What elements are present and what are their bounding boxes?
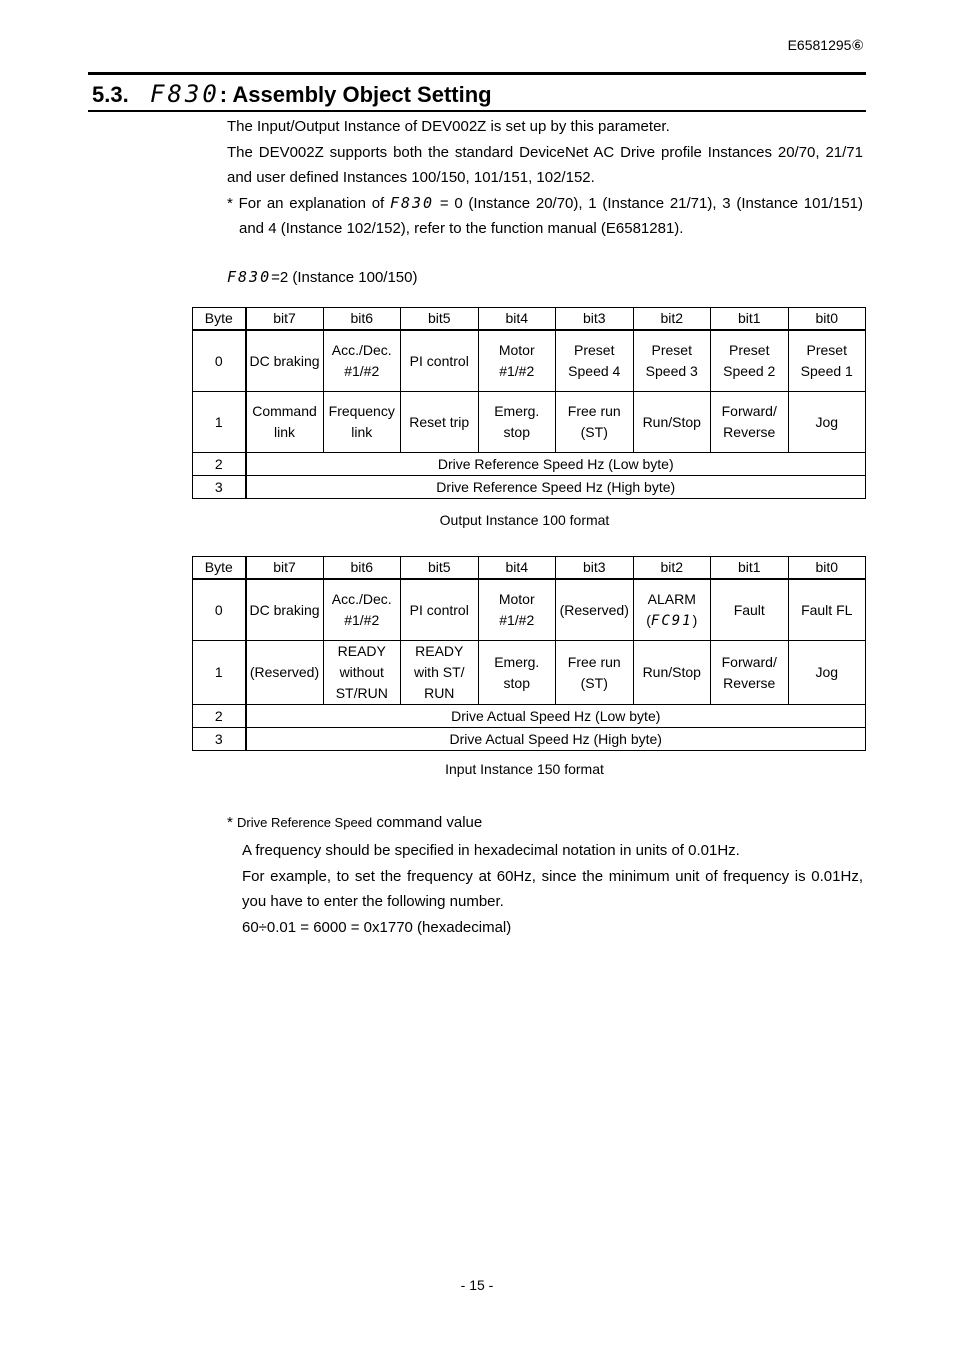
input-instance-table [192, 556, 866, 751]
intro-paragraph-2: The DEV002Z supports both the standard DeviceNet AC Drive profile Instances 20/70, 21/71 and user defined Instances 100/150, 101/151, 102/152. [227, 143, 863, 186]
table-cell: PI control [401, 330, 479, 392]
table-cell: Drive Reference Speed Hz (Low byte) [246, 453, 866, 476]
alarm-code: FC91 [650, 612, 693, 629]
header-cell: bit6 [323, 557, 401, 580]
table-cell: Run/Stop [633, 641, 711, 705]
table-cell: PI control [401, 579, 479, 641]
table-cell: 3 [193, 476, 246, 499]
table-header-row [193, 557, 866, 580]
table-cell: Jog [788, 641, 866, 705]
header-cell: bit2 [633, 308, 711, 331]
table-cell: READY without ST/RUN [323, 641, 401, 705]
table-row [193, 453, 866, 476]
document-number: E6581295⑥ [787, 37, 864, 53]
footnote-body [242, 838, 863, 940]
instance-subheading [227, 268, 417, 286]
header-cell: bit4 [478, 557, 556, 580]
footnote-label: command value [376, 814, 483, 831]
input-table-caption: Input Instance 150 format [445, 761, 604, 777]
alarm-code-open: ( [646, 611, 651, 628]
table-cell: Acc./Dec. #1/#2 [323, 330, 401, 392]
table-cell: Forward/ Reverse [711, 641, 789, 705]
header-cell: bit0 [788, 308, 866, 331]
table-cell: 3 [193, 728, 246, 751]
note-prefix: * For an explanation of [227, 194, 385, 212]
table-cell: 0 [193, 579, 246, 641]
header-cell: bit1 [711, 308, 789, 331]
table-cell: 0 [193, 330, 246, 392]
table-cell: Drive Actual Speed Hz (Low byte) [246, 705, 866, 728]
table-cell: 1 [193, 641, 246, 705]
subheading-parameter-code: F830 [227, 268, 272, 286]
table-cell: Reset trip [401, 392, 479, 453]
header-cell: bit2 [633, 557, 711, 580]
intro-note [227, 191, 863, 242]
section-heading [92, 80, 492, 108]
header-cell: bit6 [323, 308, 401, 331]
table-cell: READY with ST/ RUN [401, 641, 479, 705]
alarm-label: ALARM [647, 590, 696, 607]
table-cell: Drive Reference Speed Hz (High byte) [246, 476, 866, 499]
table-cell: Free run (ST) [556, 392, 634, 453]
header-cell: bit5 [401, 308, 479, 331]
footnote-label-small: Drive Reference Speed [237, 815, 373, 830]
footnote-paragraph-3: 60÷0.01 = 6000 = 0x1770 (hexadecimal) [242, 918, 512, 936]
footnote-paragraph-1: A frequency should be specified in hexadecimal notation in units of 0.01Hz. [242, 842, 740, 859]
header-cell: bit3 [556, 557, 634, 580]
heading-bottom-rule [88, 110, 866, 112]
table-header-row [193, 308, 866, 331]
table-cell: (Reserved) [246, 641, 324, 705]
table-cell: Run/Stop [633, 392, 711, 453]
header-cell: bit5 [401, 557, 479, 580]
table-cell: Emerg. stop [478, 641, 556, 705]
table-cell: Free run (ST) [556, 641, 634, 705]
table-cell: 2 [193, 705, 246, 728]
table-row [193, 705, 866, 728]
table-cell: Motor #1/#2 [478, 330, 556, 392]
table-row [193, 579, 866, 641]
intro-paragraph-1: The Input/Output Instance of DEV002Z is set up by this parameter. [227, 118, 670, 135]
header-cell: bit1 [711, 557, 789, 580]
parameter-code: F830 [150, 80, 220, 108]
header-cell: Byte [193, 557, 246, 580]
table-cell: Forward/ Reverse [711, 392, 789, 453]
table-row [193, 476, 866, 499]
table-cell: DC braking [246, 330, 324, 392]
header-cell: bit4 [478, 308, 556, 331]
table-cell: Preset Speed 4 [556, 330, 634, 392]
table-cell: DC braking [246, 579, 324, 641]
table-cell: Preset Speed 1 [788, 330, 866, 392]
table-cell: Preset Speed 2 [711, 330, 789, 392]
table-row [193, 330, 866, 392]
table-cell: 2 [193, 453, 246, 476]
footnote-paragraph-2: For example, to set the frequency at 60Hz, since the minimum unit of frequency is 0.01Hz, you have to enter the following number. [242, 867, 863, 910]
intro-text [227, 114, 863, 242]
header-cell: bit7 [246, 308, 324, 331]
output-instance-table [192, 307, 866, 499]
section-title: : Assembly Object Setting [219, 82, 492, 107]
note-parameter-code: F830 [389, 193, 435, 212]
table-cell: Frequency link [323, 392, 401, 453]
table-cell: (Reserved) [556, 579, 634, 641]
table-cell: Jog [788, 392, 866, 453]
section-number: 5.3. [92, 82, 129, 107]
table-row [193, 641, 866, 705]
table-cell: Command link [246, 392, 324, 453]
output-table-caption: Output Instance 100 format [439, 512, 610, 528]
subheading-text: =2 (Instance 100/150) [271, 269, 418, 286]
note-rest: = 0 (Instance 20/70), 1 (Instance 21/71), 3 (Instance 101/151) and 4 (Instance 102/152), refer to the function manual (E6581281). [239, 194, 863, 237]
footnote-heading [227, 814, 482, 831]
alarm-cell [633, 579, 711, 641]
table-cell: Acc./Dec. #1/#2 [323, 579, 401, 641]
table-cell: 1 [193, 392, 246, 453]
table-cell: Emerg. stop [478, 392, 556, 453]
page-number: - 15 - [460, 1277, 494, 1293]
alarm-code-close: ) [692, 611, 698, 628]
table-cell: Preset Speed 3 [633, 330, 711, 392]
header-cell: bit0 [788, 557, 866, 580]
table-row [193, 392, 866, 453]
header-cell: Byte [193, 308, 246, 331]
table-cell: Fault [711, 579, 789, 641]
header-cell: bit3 [556, 308, 634, 331]
table-cell: Fault FL [788, 579, 866, 641]
heading-top-rule [88, 72, 866, 75]
table-cell: Motor #1/#2 [478, 579, 556, 641]
table-cell: Drive Actual Speed Hz (High byte) [246, 728, 866, 751]
footnote-star: * [227, 814, 233, 831]
table-row [193, 728, 866, 751]
header-cell: bit7 [246, 557, 324, 580]
